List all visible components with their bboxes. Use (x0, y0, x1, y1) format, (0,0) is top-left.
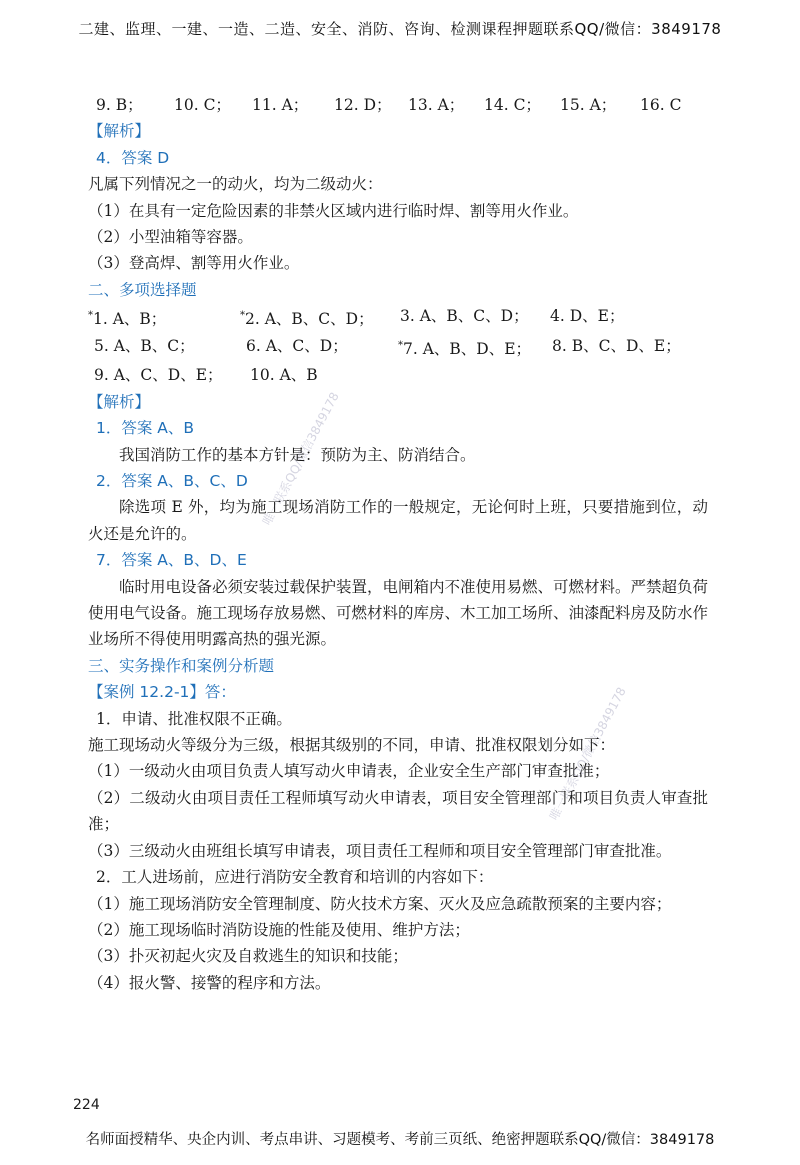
paragraph: （3）登高焊、割等用火作业。 (88, 254, 300, 273)
page-header: 二建、监理、一建、一造、二造、安全、消防、咨询、检测课程押题联系QQ/微信：3849178 (78, 20, 722, 38)
paragraph: 1．申请、批准权限不正确。 (96, 709, 292, 728)
section-title: 三、实务操作和案例分析题 (88, 656, 275, 675)
paragraph: （1）施工现场消防安全管理制度、防火技术方案、灭火及应急疏散预案的主要内容； (88, 894, 672, 913)
page-footer: 名师面授精华、央企内训、考点串讲、习题模考、考前三页纸、绝密押题联系QQ/微信：3849178 (85, 1132, 715, 1148)
paragraph: （1）一级动火由项目负责人填写动火申请表，企业安全生产部门审查批准； (88, 762, 610, 781)
watermark: 唯一联系QQ/微信3849178 (259, 389, 342, 528)
section-title: 二、多项选择题 (88, 280, 197, 299)
paragraph: （2）小型油箱等容器。 (88, 228, 253, 247)
answer-item: 14. C； (484, 96, 541, 114)
answer-item: 16. C (640, 96, 682, 114)
answer-item: 9. A、C、D、E； (94, 366, 223, 385)
answer-item: 10. A、B (250, 366, 318, 385)
watermark: 唯一联系QQ/微信3849178 (546, 684, 629, 823)
answer-heading: 2．答案 A、B、C、D (96, 472, 248, 490)
paragraph: （1）在具有一定危险因素的非禁火区域内进行临时焊、割等用火作业。 (88, 201, 579, 220)
page-body (88, 92, 708, 996)
paragraph: （3）三级动火由班组长填写申请表，项目责任工程师和项目安全管理部门审查批准。 (88, 841, 672, 860)
case-title: 【案例 12.2-1】答： (88, 683, 236, 702)
answer-heading: 7．答案 A、B、D、E (96, 551, 247, 570)
paragraph: （2）二级动火由项目责任工程师填写动火申请表，项目安全管理部门和项目负责人审查批准； (88, 788, 708, 834)
paragraph: 临时用电设备必须安装过载保护装置，电闸箱内不准使用易燃、可燃材料。严禁超负荷使用电气设备。施工现场存放易燃、可燃材料的库房、木工加工场所、油漆配料房及防水作业场所不得使用明露高热的强光源。 (88, 577, 709, 649)
answer-item: *7. A、B、D、E； (398, 339, 532, 358)
answer-item: 4. D、E； (550, 307, 625, 326)
answer-item: 3. A、B、C、D； (400, 307, 529, 326)
answer-item: 6. A、C、D； (246, 336, 348, 355)
paragraph: （4）报火警、接警的程序和方法。 (88, 973, 331, 992)
answer-heading: 1．答案 A、B (96, 419, 195, 438)
analysis-label: 【解析】 (88, 122, 151, 141)
answer-item: *1. A、B； (88, 310, 167, 329)
answer-item: 9. B； (96, 96, 143, 114)
answer-item: 8. B、C、D、E； (552, 336, 681, 355)
paragraph: 除选项 E 外，均为施工现场消防工作的一般规定，无论何时上班，只要措施到位，动火还是允许的。 (88, 498, 708, 543)
answer-item: 10. C； (174, 96, 231, 114)
answer-item: 13. A； (408, 96, 465, 114)
single-choice-answers (96, 92, 708, 118)
answer-item: 15. A； (560, 96, 617, 114)
paragraph: 凡属下列情况之一的动火，均为二级动火： (88, 175, 383, 194)
paragraph: （2）施工现场临时消防设施的性能及使用、维护方法； (88, 920, 470, 939)
paragraph: （3）扑灭初起火灾及自救逃生的知识和技能； (88, 947, 408, 966)
multi-choice-row (88, 303, 708, 333)
multi-choice-row (94, 362, 708, 388)
answer-item: *2. A、B、C、D； (240, 310, 374, 329)
multi-choice-row (94, 333, 708, 363)
answer-item: 11. A； (252, 96, 309, 114)
answer-item: 5. A、B、C； (94, 336, 195, 355)
paragraph: 2．工人进场前，应进行消防安全教育和培训的内容如下： (96, 868, 494, 887)
paragraph: 我国消防工作的基本方针是：预防为主、防消结合。 (119, 445, 476, 464)
paragraph: 施工现场动火等级分为三级，根据其级别的不同，申请、批准权限划分如下： (88, 736, 616, 755)
answer-item: 12. D； (334, 96, 392, 114)
answer-heading: 4．答案 D (96, 148, 170, 167)
analysis-label: 【解析】 (88, 392, 151, 411)
page-number: 224 (73, 1097, 100, 1113)
